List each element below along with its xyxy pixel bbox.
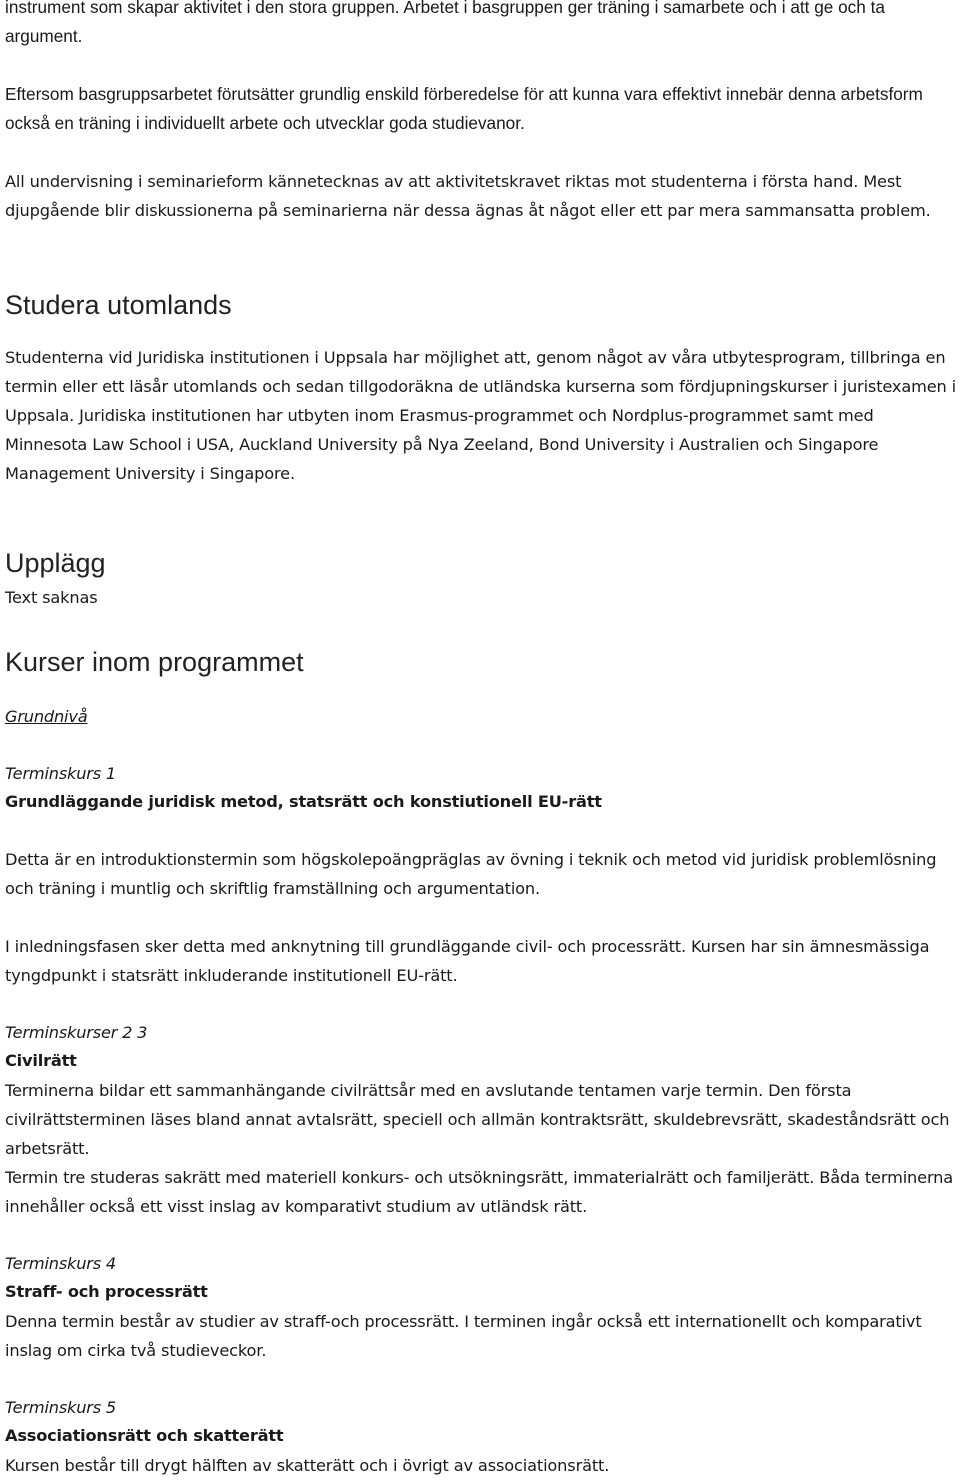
intro-paragraph-2: [5, 80, 956, 138]
term4-label: Terminskurs 4: [5, 1254, 117, 1273]
upplagg-text: Text saknas: [5, 588, 98, 607]
abroad-paragraph-part2: Juridiska institutionen har utbyten inom Erasmus-programmet och Nordplus-programmet samt med Minnesota Law School i USA, Auckland University på Nya Zeeland, Bond University i Australien och Singapore Management University i Singapore.: [5, 406, 879, 483]
intro-paragraph-3-part2: Mest djupgående blir diskussionerna på seminarierna när dessa ägnas åt något eller ett par mera sammansatta problem.: [5, 172, 931, 220]
term1-label: Terminskurs 1: [5, 764, 117, 783]
heading-studera-utomlands: Studera utomlands: [5, 290, 232, 320]
term4-paragraph: Denna termin består av studier av straff-och processrätt. I terminen ingår också ett internationellt och komparativt inslag om cirka två studieveckor.: [5, 1312, 922, 1360]
intro-paragraph-3: [5, 167, 956, 225]
term5-label: Terminskurs 5: [5, 1398, 117, 1417]
level-label: Grundnivå: [5, 707, 88, 726]
abroad-paragraph-part1: Studenterna vid Juridiska institutionen i Uppsala har möjlighet att, genom något av våra utbytesprogram, tillbringa en termin eller ett läsår utomlands och sedan tillgodoräkna de utländska kurserna som fördjupningskurser i juristexamen i Uppsala.: [5, 348, 956, 425]
term1-paragraph-2: I inledningsfasen sker detta med anknytning till grundläggande civil- och processrätt. Kursen har sin ämnesmässiga tyngdpunkt i statsrätt inkluderande institutionell EU-rätt.: [5, 937, 930, 985]
term1-title: Grundläggande juridisk metod, statsrätt och konstiutionell EU-rätt: [5, 792, 602, 811]
term23-paragraph-1: Terminerna bildar ett sammanhängande civilrättsår med en avslutande tentamen varje termin. Den första civilrättsterminen läses bland annat avtalsrätt, speciell och allmän kontraktsrätt, skuldebrevsrätt, skadeståndsrätt och arbetsrätt.: [5, 1081, 950, 1158]
intro-paragraph-2-text: Eftersom basgruppsarbetet förutsätter grundlig enskild förberedelse för att kunna vara effektivt innebär denna arbetsform också en träning i individuellt arbete och utvecklar goda studievanor.: [5, 84, 923, 133]
term23-title: Civilrätt: [5, 1051, 77, 1070]
intro-paragraph-3-part1: All undervisning i seminarieform kännetecknas av att aktivitetskravet riktas mot studenterna i första hand.: [5, 172, 859, 191]
term5-paragraph: Kursen består till drygt hälften av skatterätt och i övrigt av associationsrätt.: [5, 1456, 610, 1475]
term1-paragraph-1: Detta är en introduktionstermin som högskolepoängpräglas av övning i teknik och metod vid juridisk problemlösning och träning i muntlig och skriftlig framställning och argumentation.: [5, 850, 937, 898]
term23-label: Terminskurser 2 3: [5, 1023, 148, 1042]
intro-paragraph-1: [5, 0, 956, 51]
term5-title: Associationsrätt och skatterätt: [5, 1426, 284, 1445]
term4-title: Straff- och processrätt: [5, 1282, 208, 1301]
abroad-paragraph: [5, 343, 956, 488]
intro-paragraph-1-text: instrument som skapar aktivitet i den stora gruppen. Arbetet i basgruppen ger träning i samarbete och i att ge och ta argument.: [5, 0, 885, 46]
heading-kurser-inom-programmet: Kurser inom programmet: [5, 647, 304, 677]
heading-upplagg: Upplägg: [5, 548, 106, 578]
term23-paragraph-2: Termin tre studeras sakrätt med materiell konkurs- och utsökningsrätt, immaterialrätt och familjerätt. Båda terminerna innehåller också ett visst inslag av komparativt studium av utländsk rätt.: [5, 1168, 954, 1216]
